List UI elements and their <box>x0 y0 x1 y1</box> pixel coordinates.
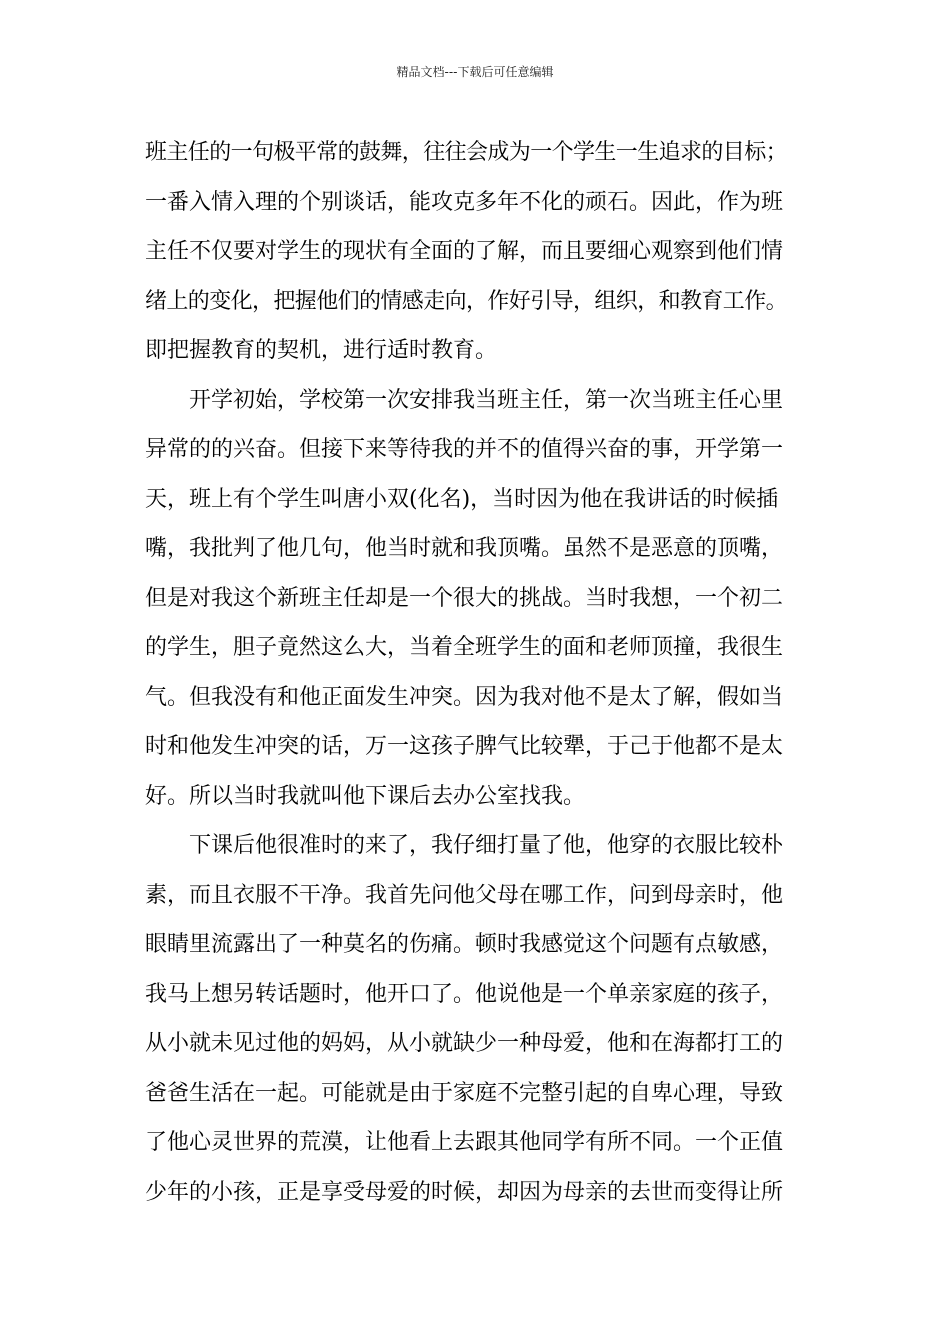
text-line: 素，而且衣服不干净。我首先问他父母在哪工作，问到母亲时，他 <box>145 882 784 908</box>
text-line: 少年的小孩，正是享受母爱的时候，却因为母亲的去世而变得让所 <box>145 1179 784 1205</box>
text-line: 好。所以当时我就叫他下课后去办公室找我。 <box>145 783 586 809</box>
text-line: 了他心灵世界的荒漠，让他看上去跟其他同学有所不同。一个正值 <box>145 1130 784 1155</box>
text-line: 异常的的兴奋。但接下来等待我的并不的值得兴奋的事，开学第一 <box>145 437 784 462</box>
document-body <box>145 128 825 1217</box>
text-line: 一番入情入理的个别谈话，能攻克多年不化的顽石。因此，作为班 <box>145 189 784 215</box>
page-header: 精品文档---下载后可任意编辑 <box>396 65 554 79</box>
text-line: 班主任的一句极平常的鼓舞，往往会成为一个学生一生追求的目标； <box>145 140 788 165</box>
text-line: 眼睛里流露出了一种莫名的伤痛。顿时我感觉这个问题有点敏感， <box>145 932 784 957</box>
text-line: 即把握教育的契机，进行适时教育。 <box>145 338 498 363</box>
text-line: 天，班上有个学生叫唐小双(化名)，当时因为他在我讲话的时候插 <box>145 486 779 512</box>
text-line: 气。但我没有和他正面发生冲突。因为我对他不是太了解，假如当 <box>145 684 784 710</box>
text-line: 爸爸生活在一起。可能就是由于家庭不完整引起的自卑心理，导致 <box>145 1080 784 1106</box>
text-line: 但是对我这个新班主任却是一个很大的挑战。当时我想，一个初二 <box>145 585 784 611</box>
text-line: 嘴，我批判了他几句，他当时就和我顶嘴。虽然不是恶意的顶嘴， <box>145 536 784 561</box>
paragraph-start-line: 开学初始，学校第一次安排我当班主任，第一次当班主任心里 <box>189 387 784 413</box>
text-line: 的学生，胆子竟然这么大，当着全班学生的面和老师顶撞，我很生 <box>145 635 784 660</box>
text-line: 绪上的变化，把握他们的情感走向，作好引导，组织，和教育工作。 <box>145 288 788 314</box>
text-line: 时和他发生冲突的话，万一这孩子脾气比较犟，于己于他都不是太 <box>145 734 784 759</box>
text-line: 我马上想另转话题时，他开口了。他说他是一个单亲家庭的孩子， <box>145 981 784 1007</box>
paragraph-start-line: 下课后他很准时的来了，我仔细打量了他，他穿的衣服比较朴 <box>189 833 784 858</box>
text-line: 从小就未见过他的妈妈，从小就缺少一种母爱，他和在海都打工的 <box>145 1031 784 1056</box>
text-line: 主任不仅要对学生的现状有全面的了解，而且要细心观察到他们情 <box>145 239 784 264</box>
